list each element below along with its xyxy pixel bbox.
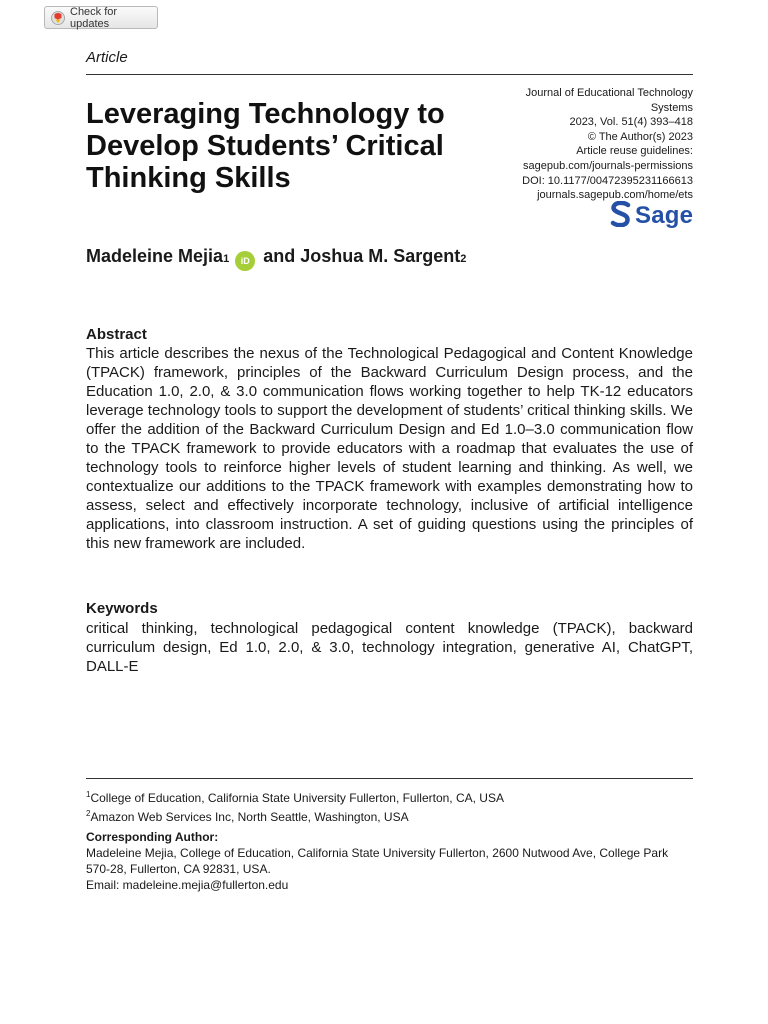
author-line bbox=[86, 246, 466, 269]
corresponding-author-email[interactable]: Email: madeleine.mejia@fullerton.edu bbox=[86, 878, 289, 892]
journal-volume: 2023, Vol. 51(4) 393–418 bbox=[569, 116, 693, 129]
affiliation-text: College of Education, California State University Fullerton, Fullerton, CA, USA bbox=[90, 791, 504, 805]
doi-link[interactable]: DOI: 10.1177/00472395231166613 bbox=[522, 174, 693, 187]
article-type-label: Article bbox=[86, 49, 128, 66]
corresponding-author-address: Madeleine Mejia, College of Education, California State University Fullerton, 2600 Nutwood Ave, College Park 570-28, Fullerton, CA 92831, USA. bbox=[86, 846, 669, 876]
article-title: Leveraging Technology to Develop Students’ Critical Thinking Skills bbox=[86, 98, 445, 194]
abstract-text: This article describes the nexus of the Technological Pedagogical and Content Knowledge (TPACK) framework, principles of the Backward Curriculum Design process, and the Education 1.0, 2.0, & 3.0 communication flows working together to help TK-12 educators leverage technology tools to support the development of students’ critical thinking skills. We offer the addition of the Backward Curriculum Design and Ed 1.0–3.0 communication flow to the TPACK framework to provide educators with a roadmap that evaluates the use of technology tools to reinforce higher levels of student learning and thinking. As well, we contextualize our additions to the TPACK framework with examples demonstrating how to assess, select and effectively incorporate technology, inclusive of artificial intelligence applications, into classroom instruction. A set of guiding questions using the principles of this new framework are included. bbox=[86, 345, 693, 552]
keywords-heading: Keywords bbox=[86, 600, 158, 617]
check-for-updates-label: Check for updates bbox=[70, 5, 118, 30]
reuse-guidelines-label: Article reuse guidelines: bbox=[576, 145, 693, 158]
permissions-link[interactable]: sagepub.com/journals-permissions bbox=[523, 159, 693, 172]
sage-logo bbox=[610, 202, 695, 230]
check-for-updates-button[interactable] bbox=[44, 6, 158, 29]
keywords-text: critical thinking, technological pedagogical content knowledge (TPACK), backward curriculum design, Ed 1.0, 2.0, & 3.0, technology integration, generative AI, ChatGPT, DALL-E bbox=[86, 620, 693, 675]
crossmark-icon bbox=[51, 11, 65, 25]
journal-home-link[interactable]: journals.sagepub.com/home/ets bbox=[537, 189, 693, 202]
corresponding-author-heading: Corresponding Author: bbox=[86, 830, 219, 844]
footnotes bbox=[86, 787, 693, 893]
journal-info bbox=[493, 86, 693, 203]
affiliation-1 bbox=[86, 787, 693, 806]
footnote-divider bbox=[86, 778, 693, 779]
affiliation-2 bbox=[86, 806, 693, 825]
author-joiner: and bbox=[263, 246, 296, 266]
journal-copyright: © The Author(s) 2023 bbox=[587, 130, 693, 143]
sage-wordmark: Sage bbox=[635, 202, 694, 229]
affiliation-sup: 1 bbox=[86, 790, 91, 799]
sage-s-icon bbox=[610, 201, 632, 232]
author-affiliation-sup: 2 bbox=[460, 253, 467, 265]
affiliation-text: Amazon Web Services Inc, North Seattle, Washington, USA bbox=[90, 810, 409, 824]
header-divider bbox=[86, 74, 693, 75]
author-affiliation-sup: 1 bbox=[223, 253, 230, 265]
journal-name: Journal of Educational Technology Systems bbox=[525, 87, 693, 114]
affiliation-sup: 2 bbox=[86, 809, 91, 818]
orcid-icon[interactable]: iD bbox=[235, 251, 255, 271]
abstract-heading: Abstract bbox=[86, 326, 147, 343]
author-name: Madeleine Mejia bbox=[86, 246, 224, 266]
author-name: Joshua M. Sargent bbox=[300, 246, 461, 266]
